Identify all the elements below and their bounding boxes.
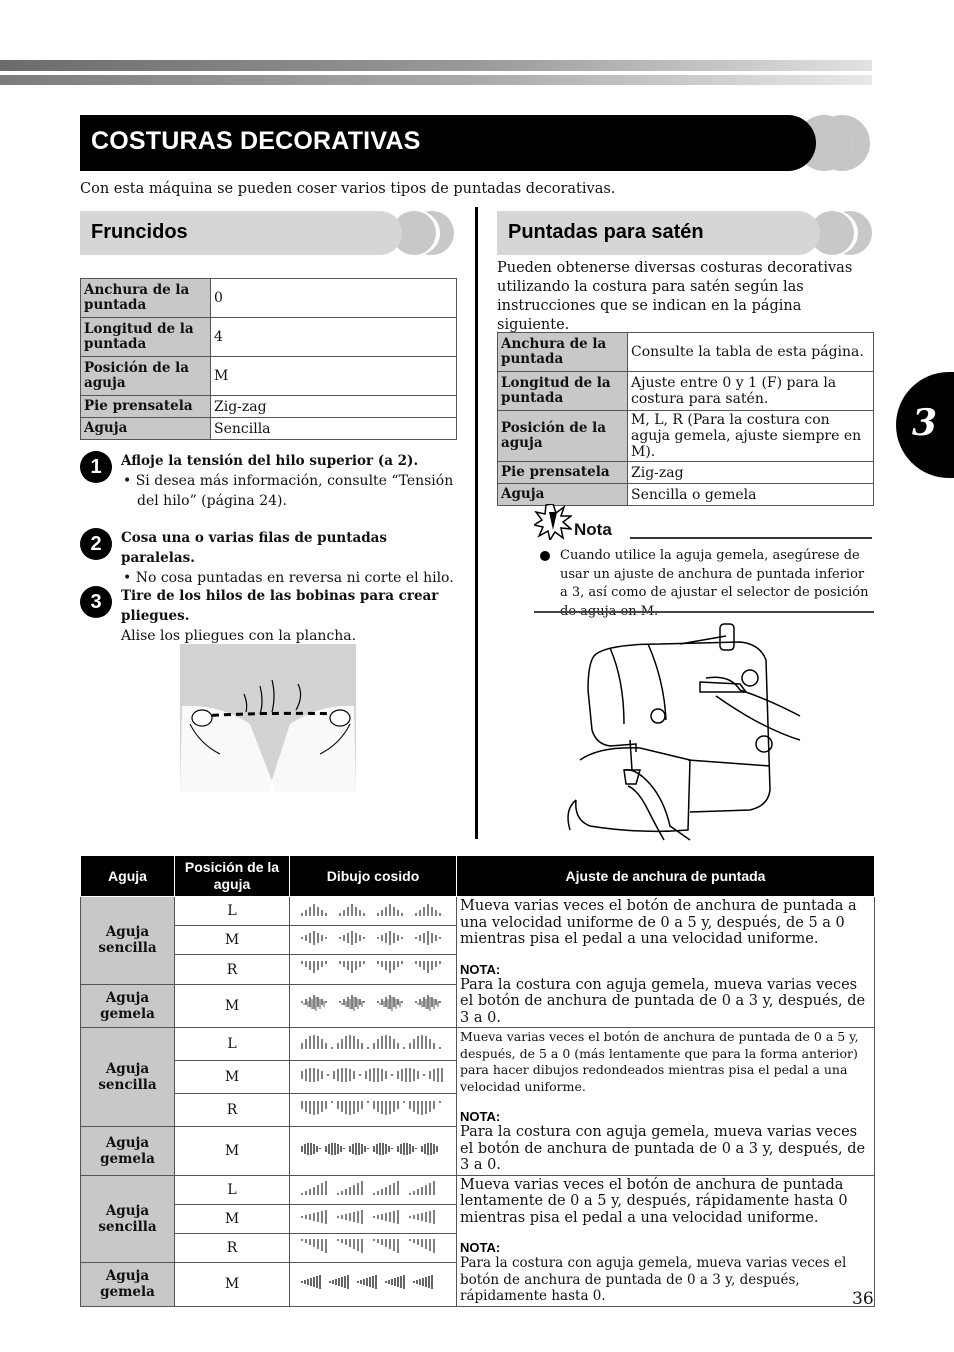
needle-position: M	[175, 1263, 290, 1306]
stitch-pattern-graphic	[294, 898, 452, 920]
width-instructions	[457, 1175, 875, 1306]
step-title: Tire de los hilos de las bobinas para crear pliegues.	[121, 588, 439, 624]
instruction-text: Mueva varias veces el botón de anchura de puntada lentamente de 0 a 5 y, después, rápidamente hasta 0 mientras pisa el pedal a una velocidad uniforme.	[460, 1176, 848, 1226]
step-detail: • No cosa puntadas en reversa ni corte el hilo.	[123, 570, 454, 586]
setting-value: Consulte la tabla de esta página.	[628, 333, 874, 372]
needle-position: R	[175, 955, 290, 984]
nota-header	[534, 504, 874, 540]
stitch-pattern-graphic	[294, 1064, 452, 1086]
header-stripe-bottom	[0, 75, 872, 85]
setting-label: Longitud de la puntada	[498, 372, 628, 411]
column-header: Dibujo cosido	[290, 856, 457, 897]
setting-value: Sencilla o gemela	[628, 484, 874, 506]
nota-label: NOTA:	[460, 1240, 501, 1255]
stitch-pattern-graphic	[294, 1134, 452, 1164]
nota-rule	[630, 537, 872, 539]
setting-label: Posición de la aguja	[498, 411, 628, 462]
needle-position: M	[175, 1060, 290, 1093]
step-number: 3	[80, 586, 112, 618]
stitch-pattern-graphic	[294, 957, 452, 979]
stitch-pattern-graphic	[294, 1206, 452, 1228]
setting-value: M	[211, 357, 457, 396]
stitch-pattern	[290, 955, 457, 984]
stitch-pattern-graphic	[294, 989, 452, 1019]
stitch-pattern	[290, 1060, 457, 1093]
stitch-pattern	[290, 1175, 457, 1204]
nota-body	[540, 547, 874, 621]
step-number: 2	[80, 528, 112, 560]
bullet-icon	[540, 551, 550, 561]
stitch-pattern	[290, 1233, 457, 1262]
stitch-pattern-graphic	[294, 1097, 452, 1119]
stitch-pattern	[290, 1204, 457, 1233]
needle-type: Aguja sencilla	[81, 1028, 175, 1127]
stitch-pattern	[290, 897, 457, 926]
stitch-pattern-graphic	[294, 1267, 452, 1297]
step-3	[80, 586, 460, 646]
nota-label: Nota	[574, 520, 612, 539]
nota-text: Para la costura con aguja gemela, mueva varias veces el botón de anchura de puntada de 0 a 3 y, después, rápidamente hasta 0.	[460, 1255, 847, 1304]
stitch-pattern-graphic	[294, 1235, 452, 1257]
section-banner-saten	[497, 211, 872, 255]
setting-value: Zig-zag	[211, 396, 457, 418]
needle-position: M	[175, 984, 290, 1027]
stitch-pattern-graphic	[294, 1177, 452, 1199]
needle-type: Aguja gemela	[81, 1263, 175, 1306]
table-row	[81, 897, 875, 926]
setting-value: Ajuste entre 0 y 1 (F) para la costura para satén.	[628, 372, 874, 411]
step-1	[80, 451, 460, 511]
stitch-pattern	[290, 1028, 457, 1061]
section-title: Puntadas para satén	[508, 221, 704, 243]
nota-label: NOTA:	[460, 961, 501, 977]
column-header: Posición de la aguja	[175, 856, 290, 897]
step-2	[80, 528, 460, 588]
width-instructions	[457, 1028, 875, 1176]
stitch-pattern	[290, 1126, 457, 1175]
width-instructions	[457, 897, 875, 1028]
needle-position: M	[175, 1204, 290, 1233]
setting-value: 4	[211, 318, 457, 357]
header-stripe-top	[0, 60, 872, 71]
chapter-tab	[896, 372, 954, 478]
stitch-pattern	[290, 984, 457, 1027]
needle-type: Aguja sencilla	[81, 897, 175, 985]
instruction-text: Mueva varias veces el botón de anchura de puntada de 0 a 5 y, después, de 5 a 0 (más lentamente que para la forma anterior) para hacer dibujos redondeados mientras pisa el pedal a una velocidad uniforme.	[460, 1029, 859, 1094]
saten-settings-table	[497, 332, 874, 506]
setting-value: M, L, R (Para la costura con aguja gemela, ajuste siempre en M).	[628, 411, 874, 462]
setting-label: Anchura de la puntada	[81, 279, 211, 318]
saten-intro: Pueden obtenerse diversas costuras decorativas utilizando la costura para satén según las instrucciones que se indican en la página siguiente.	[497, 260, 853, 333]
sewing-machine-illustration	[540, 620, 802, 842]
main-title-banner	[80, 115, 870, 171]
column-header: Ajuste de anchura de puntada	[457, 856, 875, 897]
nota-text: Para la costura con aguja gemela, mueva varias veces el botón de anchura de puntada de 0 a 3 y, después, de 3 a 0.	[460, 1124, 866, 1173]
needle-position: M	[175, 926, 290, 955]
step-title: Cosa una o varias filas de puntadas paralelas.	[121, 530, 388, 566]
needle-position: R	[175, 1093, 290, 1126]
needle-position: L	[175, 1028, 290, 1061]
step-detail: • Si desea más información, consulte “Tensión del hilo” (página 24).	[123, 473, 454, 509]
setting-label: Posición de la aguja	[81, 357, 211, 396]
column-header: Aguja	[81, 856, 175, 897]
step-number: 1	[80, 451, 112, 483]
stitch-pattern-graphic	[294, 927, 452, 949]
setting-value: Sencilla	[211, 418, 457, 440]
setting-label: Aguja	[498, 484, 628, 506]
nota-label: NOTA:	[460, 1109, 501, 1124]
needle-type: Aguja sencilla	[81, 1175, 175, 1263]
setting-label: Pie prensatela	[498, 462, 628, 484]
stitch-settings-table	[80, 855, 875, 1307]
stitch-pattern-graphic	[294, 1031, 452, 1053]
needle-position: M	[175, 1126, 290, 1175]
stitch-pattern	[290, 1263, 457, 1306]
section-title: Fruncidos	[91, 221, 188, 243]
table-row	[81, 1175, 875, 1204]
setting-label: Longitud de la puntada	[81, 318, 211, 357]
needle-type: Aguja gemela	[81, 1126, 175, 1175]
section-banner-fruncidos	[80, 211, 454, 255]
nota-bottom-rule	[534, 611, 874, 613]
page-number: 36	[852, 1289, 874, 1309]
fruncidos-settings-table	[80, 278, 457, 440]
needle-position: L	[175, 1175, 290, 1204]
table-row	[81, 1028, 875, 1061]
step-title: Afloje la tensión del hilo superior (a 2).	[121, 453, 419, 469]
setting-label: Aguja	[81, 418, 211, 440]
needle-position: L	[175, 897, 290, 926]
setting-label: Anchura de la puntada	[498, 333, 628, 372]
instruction-text: Mueva varias veces el botón de anchura de puntada a una velocidad uniforme de 0 a 5 y, después, de 5 a 0 mientras pisa el pedal a una velocidad uniforme.	[460, 898, 857, 947]
nota-text: Para la costura con aguja gemela, mueva varias veces el botón de anchura de puntada de 0 a 3 y, después, de 3 a 0.	[460, 976, 866, 1026]
chapter-number: 3	[912, 402, 938, 444]
needle-position: R	[175, 1233, 290, 1262]
needle-type: Aguja gemela	[81, 984, 175, 1027]
setting-value: 0	[211, 279, 457, 318]
page-title: COSTURAS DECORATIVAS	[91, 127, 421, 155]
note-burst-icon	[534, 504, 572, 540]
step-detail: Alise los pliegues con la plancha.	[121, 628, 357, 644]
gathering-illustration	[180, 644, 356, 792]
column-divider	[475, 207, 478, 839]
setting-label: Pie prensatela	[81, 396, 211, 418]
nota-text: Cuando utilice la aguja gemela, asegúrese de usar un ajuste de anchura de puntada inferior a 3, así como de ajustar el selector de posición	[560, 548, 869, 600]
stitch-pattern	[290, 1093, 457, 1126]
stitch-pattern	[290, 926, 457, 955]
intro-text: Con esta máquina se pueden coser varios tipos de puntadas decorativas.	[80, 181, 616, 197]
setting-value: Zig-zag	[628, 462, 874, 484]
